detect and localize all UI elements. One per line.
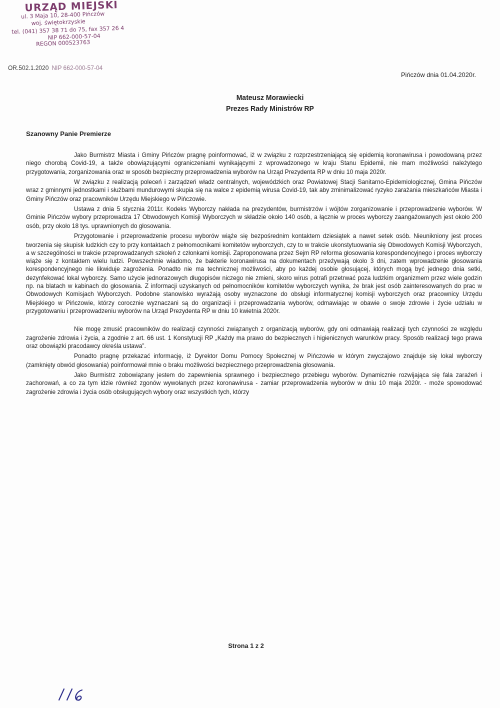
stamp-office-name: URZĄD MIEJSKI — [24, 0, 119, 15]
salutation: Szanowny Panie Premierze — [26, 131, 112, 138]
stamp-nip: NIP 662-000-57-04 — [47, 33, 101, 42]
addressee-block — [120, 94, 420, 115]
office-stamp — [3, 0, 124, 86]
addressee-title: Prezes Rady Ministrów RP — [226, 105, 314, 113]
date-line: Pińczów dnia 01.04.2020r. — [401, 72, 476, 79]
reference-code: OR.502.1.2020 — [8, 66, 49, 72]
paragraph-6: Ponadto pragnę przekazać informację, iż Dyrektor Domu Pomocy Społecznej w Pińczowie w którym zwyczajowo znajduje się lokal wyborczy (zamknięty obwód głosowania) poinformował mnie o braku możliwości bezpiecznego przeprowadzenia głosowania. — [26, 354, 482, 369]
paragraph-5: Nie mogę zmusić pracowników do realizacji czynności związanych z organizacją wyborów, gdy oni odmawiają realizacji tych czynności ze względu zagrożenie zdrowia i życia, a zgodnie z art. 66 ust. 1 Konstytucji RP „Każdy ma prawo do bezpiecznych i higienicznych warunków pracy. Sposób realizacji tego prawa oraz obowiązki pracodawcy określa ustawa”. — [26, 327, 482, 350]
paragraph-4: Przygotowanie i przeprowadzenie procesu wyborów wiąże się bezpośrednim kontaktem dziesiątek a nawet setek osób. Nieunikniony jest proces tworzenia się skupisk ludzkich czy to przy kontaktach z pełnomocnikami komitetów wyborczych, czy to w trakcie ukonstytuowania się Obwodowych Komisji Wyborczych, a w szczególności w trakcie przeprowadzanych szkoleń z członkami komisji. Zaproponowana przez Sejm RP reforma głosowania korespondencyjnego i proces wyborczy wiąże się z kontaktem wielu ludzi. Powszechnie wiadomo, że bakterie koronawirusa na dokumentach przeżywają około 3 dni, zatem wprowadzenie głosowania korespondencyjnego nie likwiduje zagrożenia. Ponadto nie ma technicznej możliwości, aby po każdej osobie głosującej, których mogą być jednego dnia setki, dezynfekować lokal wyborczy. Samo użycie jednorazowych długopisów niczego nie zmieni, skoro wirus potrafi przetrwać poza ludzkim organizmem przez wiele godzin np. na blatach w kabinach do głosowania. Z informacji uzyskanych od pełnomocników komitetów wyborczych wynika, że brak jest osób zainteresowanych do prac w Obwodowych Komisjach Wyborczych. Podobne stanowisko wyrażają osoby wyznaczone do obsługi informatycznej komisji wyborczych oraz pracownicy Urzędu Miejskiego w Pińczowie, którzy corocznie wyznaczani są do organizacji i przeprowadzania wyborów, odmawiając w obawie o swoje zdrowie i życie udziału w przygotowaniu i przeprowadzeniu wyborów na Urząd Prezydenta RP w dniu 10 kwietnia 2020r. — [26, 234, 482, 315]
paragraph-1: Jako Burmistrz Miasta i Gminy Pińczów pragnę poinformować, iż w związku z rozprzestrzeniającą się epidemią koronawirusa i powodowaną przez niego chorobą Covid-19, a także obowiązującymi ograniczeniami wynikającymi z wprowadzonego w kraju Stanu Epidemii, nie mam możliwości należytego przygotowania, zorganizowania oraz w sposób bezpieczny przeprowadzenia wyborów na Urząd Prezydenta RP w dniu 10 maja 2020r. — [26, 153, 482, 176]
reference-number — [8, 66, 103, 72]
stamp-regon: REGON 000523763 — [35, 40, 91, 48]
stamp-phone: tel. (041) 357 38 71 do 75, fax 357 26 4 — [11, 25, 125, 36]
addressee-name: Mateusz Morawiecki — [236, 95, 304, 102]
paragraph-2: W związku z realizacją poleceń i zarządzeń władz centralnych, wojewódzkich oraz Powiatowej Stacji Sanitarno-Epidemiologicznej, Gmina Pińczów wraz z gminnymi jednostkami i służbami mundurowymi skupia się na walce z epidemią wirusa Covid-19, tak aby zminimalizować ryzyko zarażania mieszkańców Miasta i Gminy Pińczów oraz pracowników Urzędu Miejskiego w Pińczowie. — [26, 180, 482, 203]
paragraph-7: Jako Burmistrz zobowiązany jestem do zapewnienia sprawnego i bezpiecznego przebiegu wyborów. Dynamicznie rozwijająca się fala zarażeń i zachorowań, a co za tym idzie również zgonów wywołanych przez koronawirusa - zamiar przeprowadzenia wyborów w dniu 10 maja 2020r. - może spowodować zagrożenie zdrowia i życia osób obsługujących wybory oraz wszystkich tych, którzy — [26, 373, 482, 396]
reference-overprint: NIP 662-000-57-04 — [51, 66, 103, 72]
handwritten-page-mark — [55, 686, 115, 702]
letter-body — [26, 152, 482, 639]
stamp-region: woj. świętokrzyskie — [31, 19, 86, 28]
paragraph-3: Ustawa z dnia 5 stycznia 2011r. Kodeks Wyborczy nakłada na prezydentów, burmistrzów i wójtów zorganizowanie i przeprowadzenie wyborów. W Gminie Pińczów wybory przeprowadza 17 Obwodowych Komisji Wyborczych w składzie około 140 osób, a łącznie w proces wyborczy zaangażowanych jest około 200 osób, przy około 18 tys. uprawnionych do głosowania. — [26, 207, 482, 230]
page-indicator: Strona 1 z 2 — [228, 643, 264, 650]
stamp-address: ul. 3 Maja 10, 28-400 Pińczów — [20, 11, 105, 21]
